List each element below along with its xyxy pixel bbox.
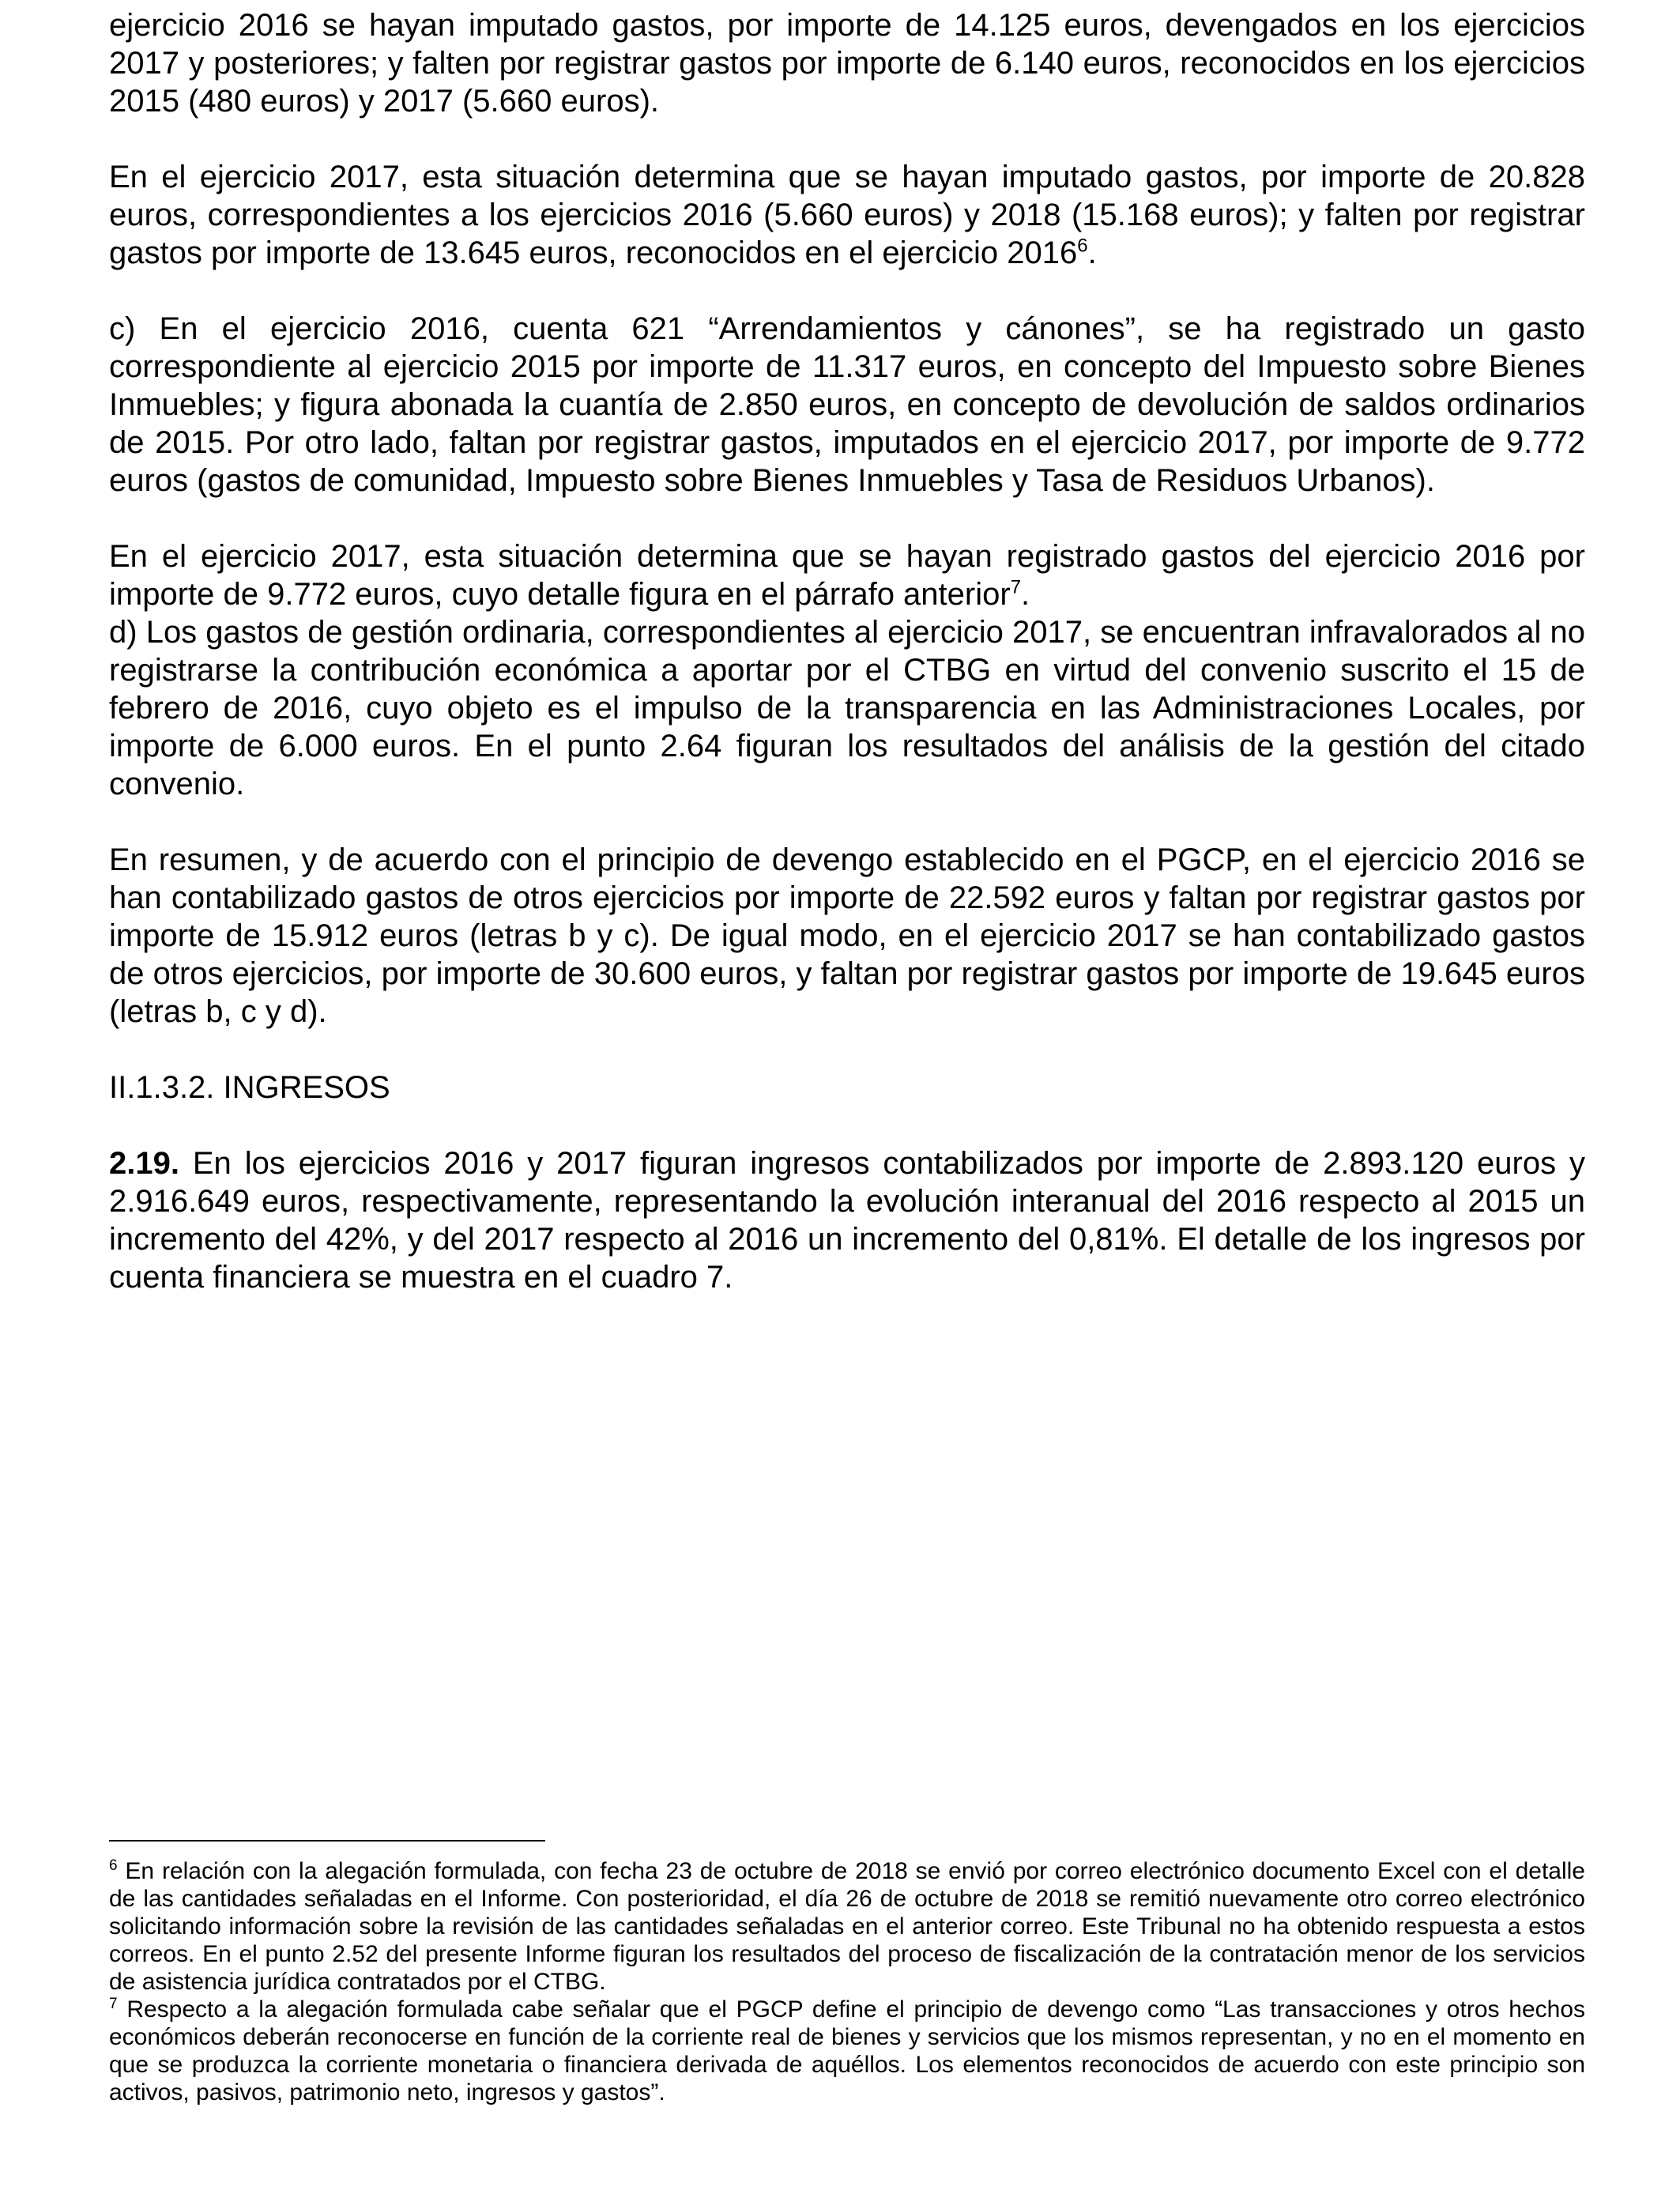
paragraph-item-c: [109, 310, 1585, 499]
footnote-number: 6: [109, 1857, 118, 1874]
paragraph-text: c) En el ejercicio 2016, cuenta 621 “Arrendamientos y cánones”, se ha registrado un gasto correspondiente al ejercicio 2015 por importe de 11.317 euros, en concepto del Impuesto sobre Bienes Inmuebles; y figura abonada la cuantía de 2.850 euros, en concepto de devolución de saldos ordinarios de 2015. Por otro lado, faltan por registrar gastos, imputados en el ejercicio 2017, por importe de 9.772 euros (gastos de comunidad, Impuesto sobre Bienes Inmuebles y Tasa de Residuos Urbanos).: [109, 311, 1585, 498]
paragraph-registered-2017: [109, 537, 1585, 613]
paragraph-summary: [109, 841, 1585, 1031]
paragraph-text: En el ejercicio 2017, esta situación determina que se hayan registrado gastos del ejercicio 2016 por importe de 9.772 euros, cuyo detalle figura en el párrafo anterior: [109, 539, 1585, 612]
footnote-text: En relación con la alegación formulada, con fecha 23 de octubre de 2018 se envió por correo electrónico documento Excel con el detalle de las cantidades señaladas en el Informe. Con posterioridad, el día 26 de octubre de 2018 se remitió nuevamente otro correo electrónico solicitando información sobre la revisión de las cantidades señaladas en el anterior correo. Este Tribunal no ha obtenido respuesta a estos correos. En el punto 2.52 del presente Informe figuran los resultados del proceso de fiscalización de la contratación menor de los servicios de asistencia jurídica contratados por el CTBG.: [109, 1858, 1585, 1995]
paragraph-2-19: [109, 1144, 1585, 1296]
footnote-7: [109, 1996, 1585, 2106]
paragraph-expenses-2017: [109, 158, 1585, 272]
footnote-6: [109, 1857, 1585, 1996]
footnote-ref-6[interactable]: 6: [1077, 235, 1088, 257]
paragraph-end: .: [1021, 577, 1030, 612]
section-heading-ingresos: II.1.3.2. INGRESOS: [109, 1070, 390, 1105]
paragraph-text: En resumen, y de acuerdo con el principio de devengo establecido en el PGCP, en el ejercicio 2016 se han contabilizado gastos de otros ejercicios por importe de 22.592 euros y faltan por registrar gastos por importe de 15.912 euros (letras b y c). De igual modo, en el ejercicio 2017 se han contabilizado gastos de otros ejercicios, por importe de 30.600 euros, y faltan por registrar gastos por importe de 19.645 euros (letras b, c y d).: [109, 843, 1585, 1029]
paragraph-text: En los ejercicios 2016 y 2017 figuran ingresos contabilizados por importe de 2.893.120 euros y 2.916.649 euros, respectivamente, representando la evolución interanual del 2016 respecto al 2015 un incremento del 42%, y del 2017 respecto al 2016 un incremento del 0,81%. El detalle de los ingresos por cuenta financiera se muestra en el cuadro 7.: [109, 1146, 1585, 1295]
document-page: [109, 0, 1585, 1296]
footnote-ref-7[interactable]: 7: [1010, 576, 1022, 598]
paragraph-text: En el ejercicio 2017, esta situación determina que se hayan imputado gastos, por importe de 20.828 euros, correspondientes a los ejercicios 2016 (5.660 euros) y 2018 (15.168 euros); y falten por registrar gastos por importe de 13.645 euros, reconocidos en el ejercicio 2016: [109, 160, 1585, 270]
paragraph-text: ejercicio 2016 se hayan imputado gastos, por importe de 14.125 euros, devengados en los ejercicios 2017 y posteriores; y falten por registrar gastos por importe de 6.140 euros, reconocidos en los ejercicios 2015 (480 euros) y 2017 (5.660 euros).: [109, 8, 1585, 119]
paragraph-text: d) Los gastos de gestión ordinaria, correspondientes al ejercicio 2017, se encuentran infravalorados al no registrarse la contribución económica a aportar por el CTBG en virtud del convenio suscrito el 15 de febrero de 2016, cuyo objeto es el impulso de la transparencia en las Administraciones Locales, por importe de 6.000 euros. En el punto 2.64 figuran los resultados del análisis de la gestión del citado convenio.: [109, 615, 1585, 801]
footnotes-section: [109, 1857, 1585, 2106]
paragraph-expenses-2016: [109, 6, 1585, 120]
footnote-number: 7: [109, 1996, 118, 2012]
paragraph-number: 2.19.: [109, 1146, 179, 1181]
footnote-text: Respecto a la alegación formulada cabe señalar que el PGCP define el principio de devengo como “Las transacciones y otros hechos económicos deberán reconocerse en función de la corriente real de bienes y servicios que los mismos representan, y no en el momento en que se produzca la corriente monetaria o financiera derivada de aquéllos. Los elementos reconocidos de acuerdo con este principio son activos, pasivos, patrimonio neto, ingresos y gastos”.: [109, 1996, 1585, 2105]
paragraph-item-d: [109, 613, 1585, 803]
footnote-separator: [109, 1840, 545, 1842]
paragraph-end: .: [1087, 236, 1097, 270]
